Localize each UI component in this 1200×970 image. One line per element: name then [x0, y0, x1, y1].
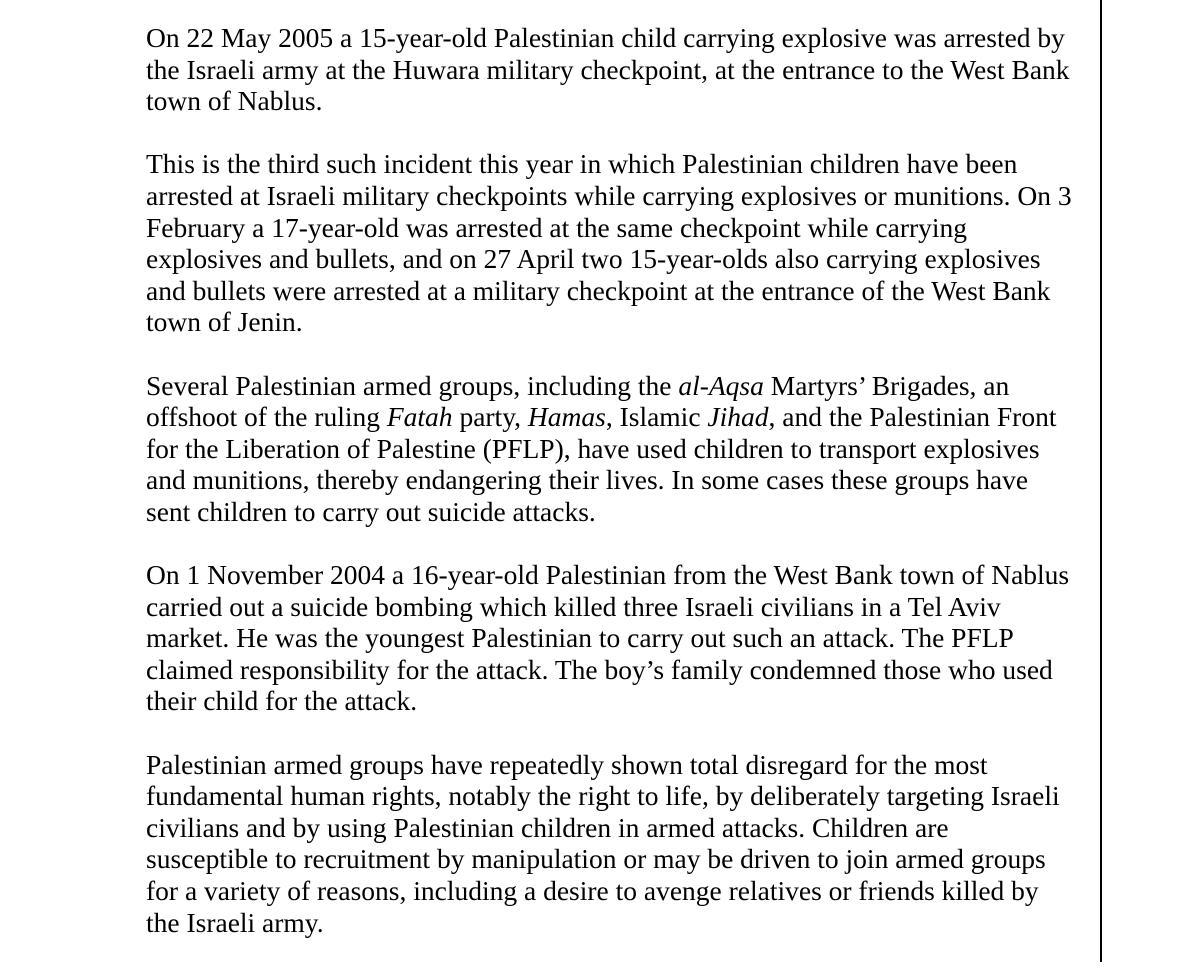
right-edge-rule: [1100, 0, 1102, 962]
text-span: On 22 May 2005 a 15-year-old Palestinian child carrying explosive was arrested by the Israeli army at the Huwara military checkpoint, at the entrance to the West Bank town of Nablus.: [146, 22, 1070, 117]
text-span: , Islamic: [605, 401, 708, 433]
paragraph-1: [146, 22, 1076, 117]
italic-term-jihad: Jihad: [707, 401, 769, 433]
text-span: Martyrs’ Brigades, an offshoot of the ruling: [146, 369, 1010, 433]
text-span: This is the third such incident this year in which Palestinian children have been arrested at Israeli military checkpoints while carrying explosives or munitions. On 3 February a 17-year-old was arrested at the same checkpoint while carrying explosives and bullets, and on 27 April two 15-year-olds also carrying explosives and bullets were arrested at a military checkpoint at the entrance of the West Bank town of Jenin.: [146, 148, 1072, 338]
italic-term-fatah: Fatah: [386, 401, 453, 433]
text-span: , and the Palestinian Front for the Liberation of Palestine (PFLP), have used children to transport explosives and munitions, thereby endangering their lives. In some cases these groups have sent children to carry out suicide attacks.: [146, 401, 1057, 527]
document-body: [146, 22, 1076, 970]
paragraph-4: [146, 559, 1076, 717]
text-span: On 1 November 2004 a 16-year-old Palestinian from the West Bank town of Nablus carried out a suicide bombing which killed three Israeli civilians in a Tel Aviv market. He was the youngest Palestinian to carry out such an attack. The PFLP claimed responsibility for the attack. The boy’s family condemned those who used their child for the attack.: [146, 559, 1070, 717]
text-span: Palestinian armed groups have repeatedly shown total disregard for the most fundamental human rights, notably the right to life, by deliberately targeting Israeli civilians and by using Palestinian children in armed attacks. Children are susceptible to recruitment by manipulation or may be driven to join armed groups for a variety of reasons, including a desire to avenge relatives or friends killed by the Israeli army.: [146, 748, 1060, 938]
italic-term-hamas: Hamas: [527, 401, 606, 433]
text-span: Several Palestinian armed groups, including the: [146, 369, 679, 401]
paragraph-3: [146, 370, 1076, 528]
text-span: party,: [452, 401, 528, 433]
italic-term-al-aqsa: al-Aqsa: [678, 369, 764, 401]
paragraph-5: [146, 749, 1076, 939]
paragraph-2: [146, 148, 1076, 338]
